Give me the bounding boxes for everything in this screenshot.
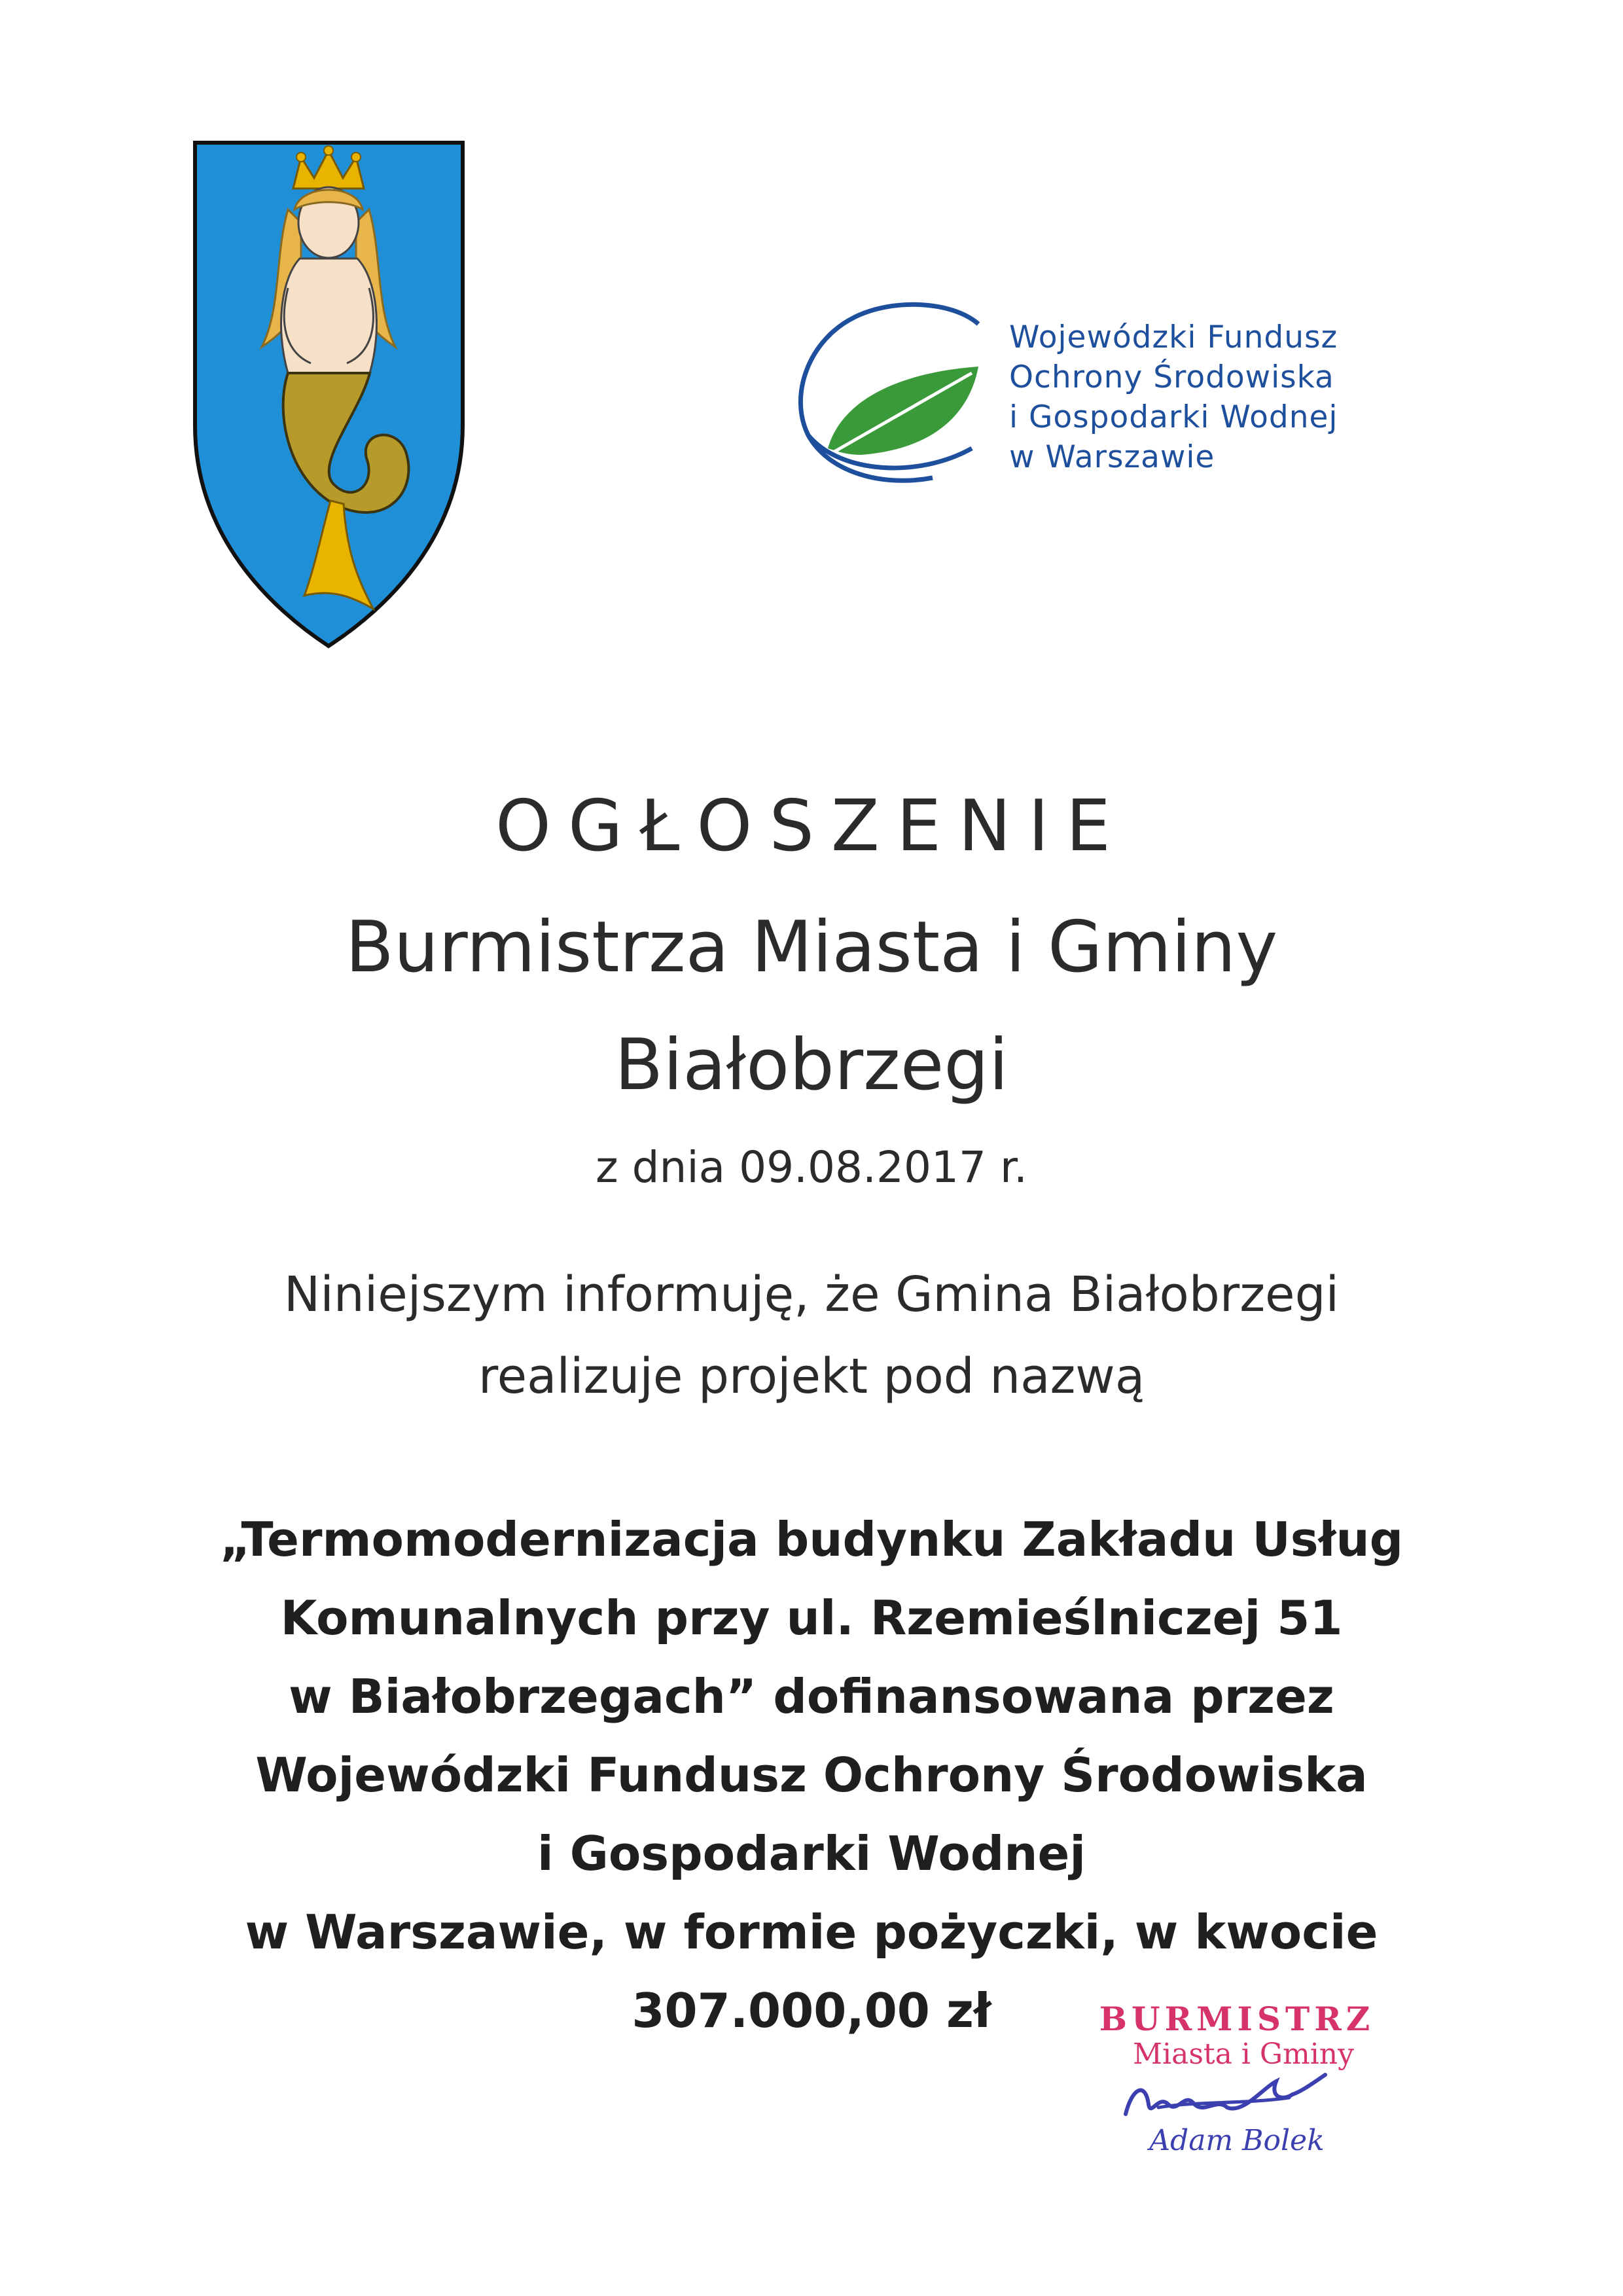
fund-name-line: Wojewódzki Fundusz xyxy=(1009,319,1338,355)
mayor-stamp xyxy=(1080,2000,1394,2170)
coat-of-arms-emblem xyxy=(190,137,468,651)
fund-name-text xyxy=(1009,317,1338,477)
fund-name-line: Ochrony Środowiska xyxy=(1009,359,1334,395)
intro-line-2: realizuje projekt pod nazwą xyxy=(478,1348,1145,1405)
issuer-line-1: Burmistrza Miasta i Gminy xyxy=(345,906,1278,988)
fund-name-line: w Warszawie xyxy=(1009,439,1215,475)
project-line: w Warszawie, w formie pożyczki, w kwocie xyxy=(245,1905,1378,1960)
fund-leaf-logo-icon xyxy=(782,298,1018,488)
project-line: i Gospodarki Wodnej xyxy=(537,1826,1086,1881)
stamp-signatory-name: Adam Bolek xyxy=(1149,2124,1325,2157)
announcement-title: OGŁOSZENIE xyxy=(495,785,1128,867)
stamp-subtitle: Miasta i Gminy xyxy=(1132,2037,1355,2071)
project-line: Komunalnych przy ul. Rzemieślniczej 51 xyxy=(280,1590,1343,1645)
announcement-date: z dnia 09.08.2017 r. xyxy=(595,1142,1028,1193)
fund-name-line: i Gospodarki Wodnej xyxy=(1009,399,1338,435)
stamp-title: BURMISTRZ xyxy=(1099,2000,1375,2038)
intro-line-1: Niniejszym informuję, że Gmina Białobrzegi xyxy=(283,1266,1340,1323)
project-amount: 307.000,00 zł xyxy=(632,1983,991,2038)
issuer-line-2: Białobrzegi xyxy=(615,1024,1008,1106)
project-line: „Termomodernizacja budynku Zakładu Usług xyxy=(219,1512,1404,1567)
project-line: Wojewódzki Fundusz Ochrony Środowiska xyxy=(255,1748,1368,1803)
project-line: w Białobrzegach” dofinansowana przez xyxy=(289,1669,1334,1724)
handwritten-signature xyxy=(1119,2068,1329,2127)
